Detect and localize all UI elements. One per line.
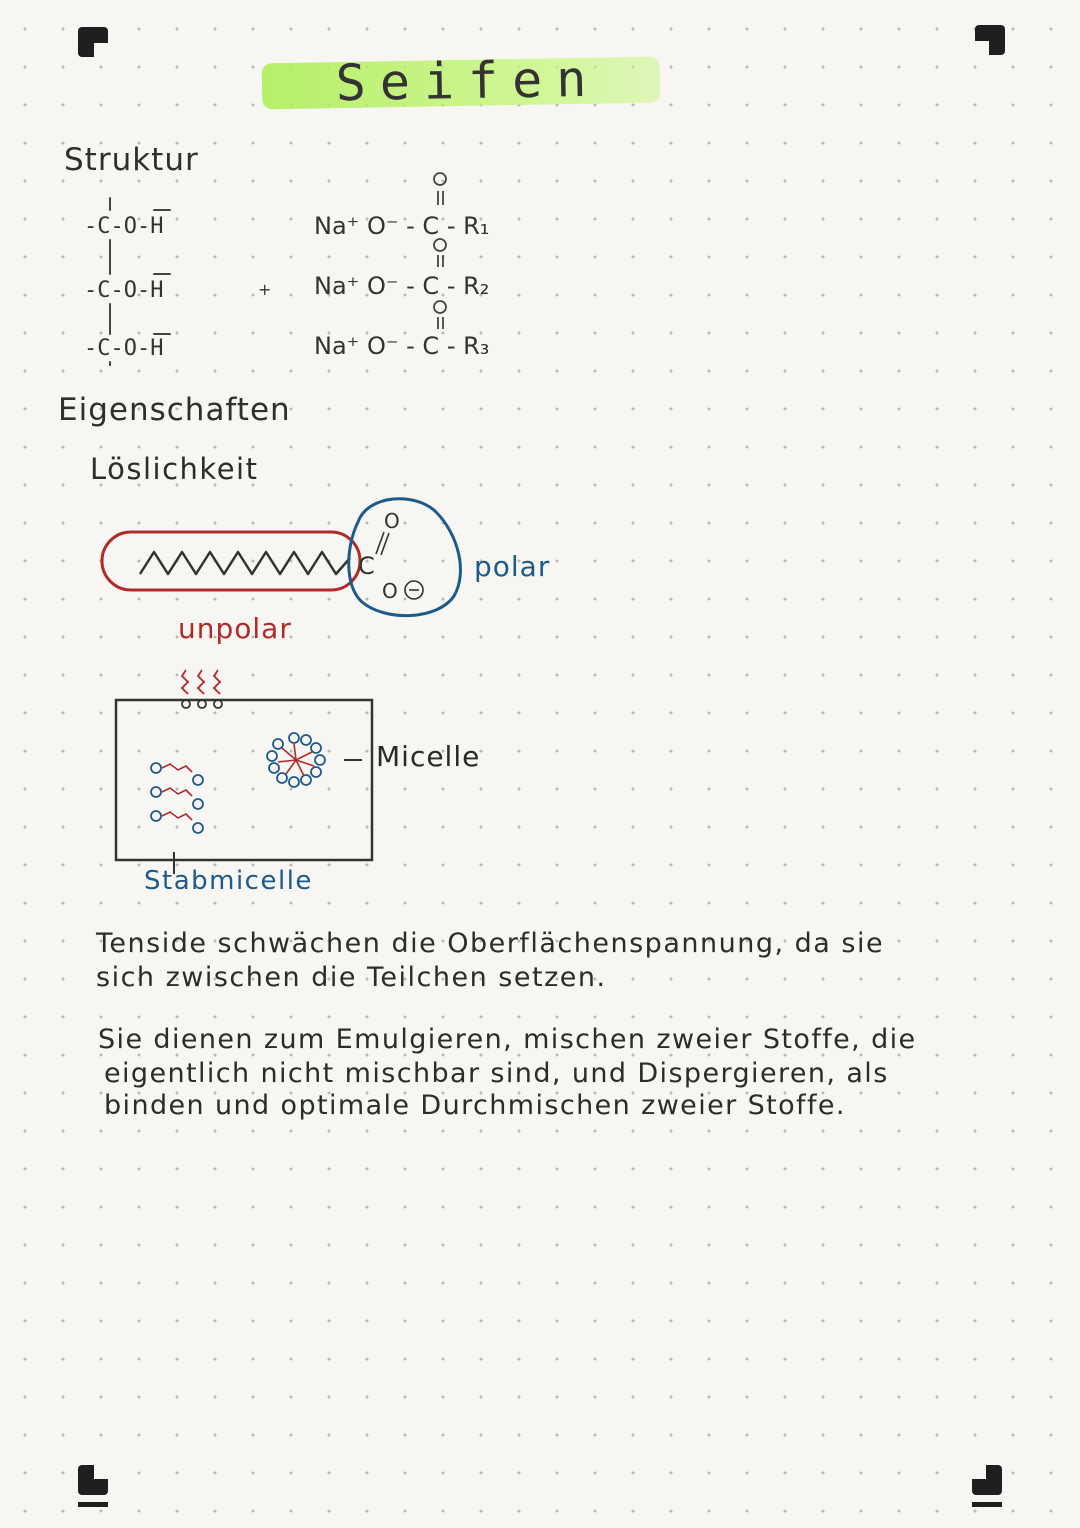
rod-micelle-label: Stabmicelle <box>144 866 313 896</box>
paragraph-1-line-2: sich zwischen die Teilchen setzen. <box>96 962 607 993</box>
svg-text:O: O <box>384 509 400 533</box>
micelle-label: Micelle <box>376 740 481 773</box>
rod-micelle <box>151 763 203 833</box>
carbonyl-oxygens <box>400 165 520 345</box>
corner-marker-icon <box>78 27 108 57</box>
polar-label: polar <box>474 550 551 583</box>
paragraph-1-line-1: Tenside schwächen die Oberflächenspannung, da sie <box>96 928 885 959</box>
glycerol-bonds <box>84 196 234 366</box>
carbon-chain <box>140 552 350 574</box>
salt-line-3: Na⁺ O⁻ - C - R₃ <box>314 332 490 360</box>
water-container <box>116 700 372 860</box>
paragraph-2-line-1: Sie dienen zum Emulgieren, mischen zweier Stoffe, die <box>98 1024 917 1055</box>
glycerol-bond-lines <box>84 196 234 366</box>
salt-line-2: Na⁺ O⁻ - C - R₂ <box>314 272 490 300</box>
svg-text:O: O <box>382 579 398 603</box>
corner-marker-icon <box>975 25 1005 55</box>
unpolar-label: unpolar <box>178 612 292 645</box>
corner-marker-icon <box>972 1465 1002 1495</box>
paragraph-2-line-3: binden und optimale Durchmischen zweier Stoffe. <box>104 1090 846 1121</box>
plus-sign: + <box>258 280 272 299</box>
corner-marker-icon <box>972 1502 1002 1507</box>
svg-text:C: C <box>358 552 375 580</box>
glycerol-line-1: -C-O-H <box>84 214 164 239</box>
glycerol-line-2: -C-O-H <box>84 278 164 303</box>
corner-marker-icon <box>78 1502 108 1507</box>
properties-heading: Eigenschaften <box>58 392 291 428</box>
soap-molecule-diagram <box>96 492 476 632</box>
micelle-container-diagram <box>108 666 408 896</box>
glycerol-line-3: -C-O-H <box>84 336 164 361</box>
paragraph-2-line-2: eigentlich nicht mischbar sind, und Dispergieren, als <box>104 1058 889 1089</box>
surface-surfactants <box>182 670 220 694</box>
salt-line-1: Na⁺ O⁻ - C - R₁ <box>314 212 490 240</box>
page-title: Seifen <box>335 49 601 113</box>
corner-marker-icon <box>78 1465 108 1495</box>
solubility-label: Löslichkeit <box>90 452 259 486</box>
structure-heading: Struktur <box>64 142 199 178</box>
